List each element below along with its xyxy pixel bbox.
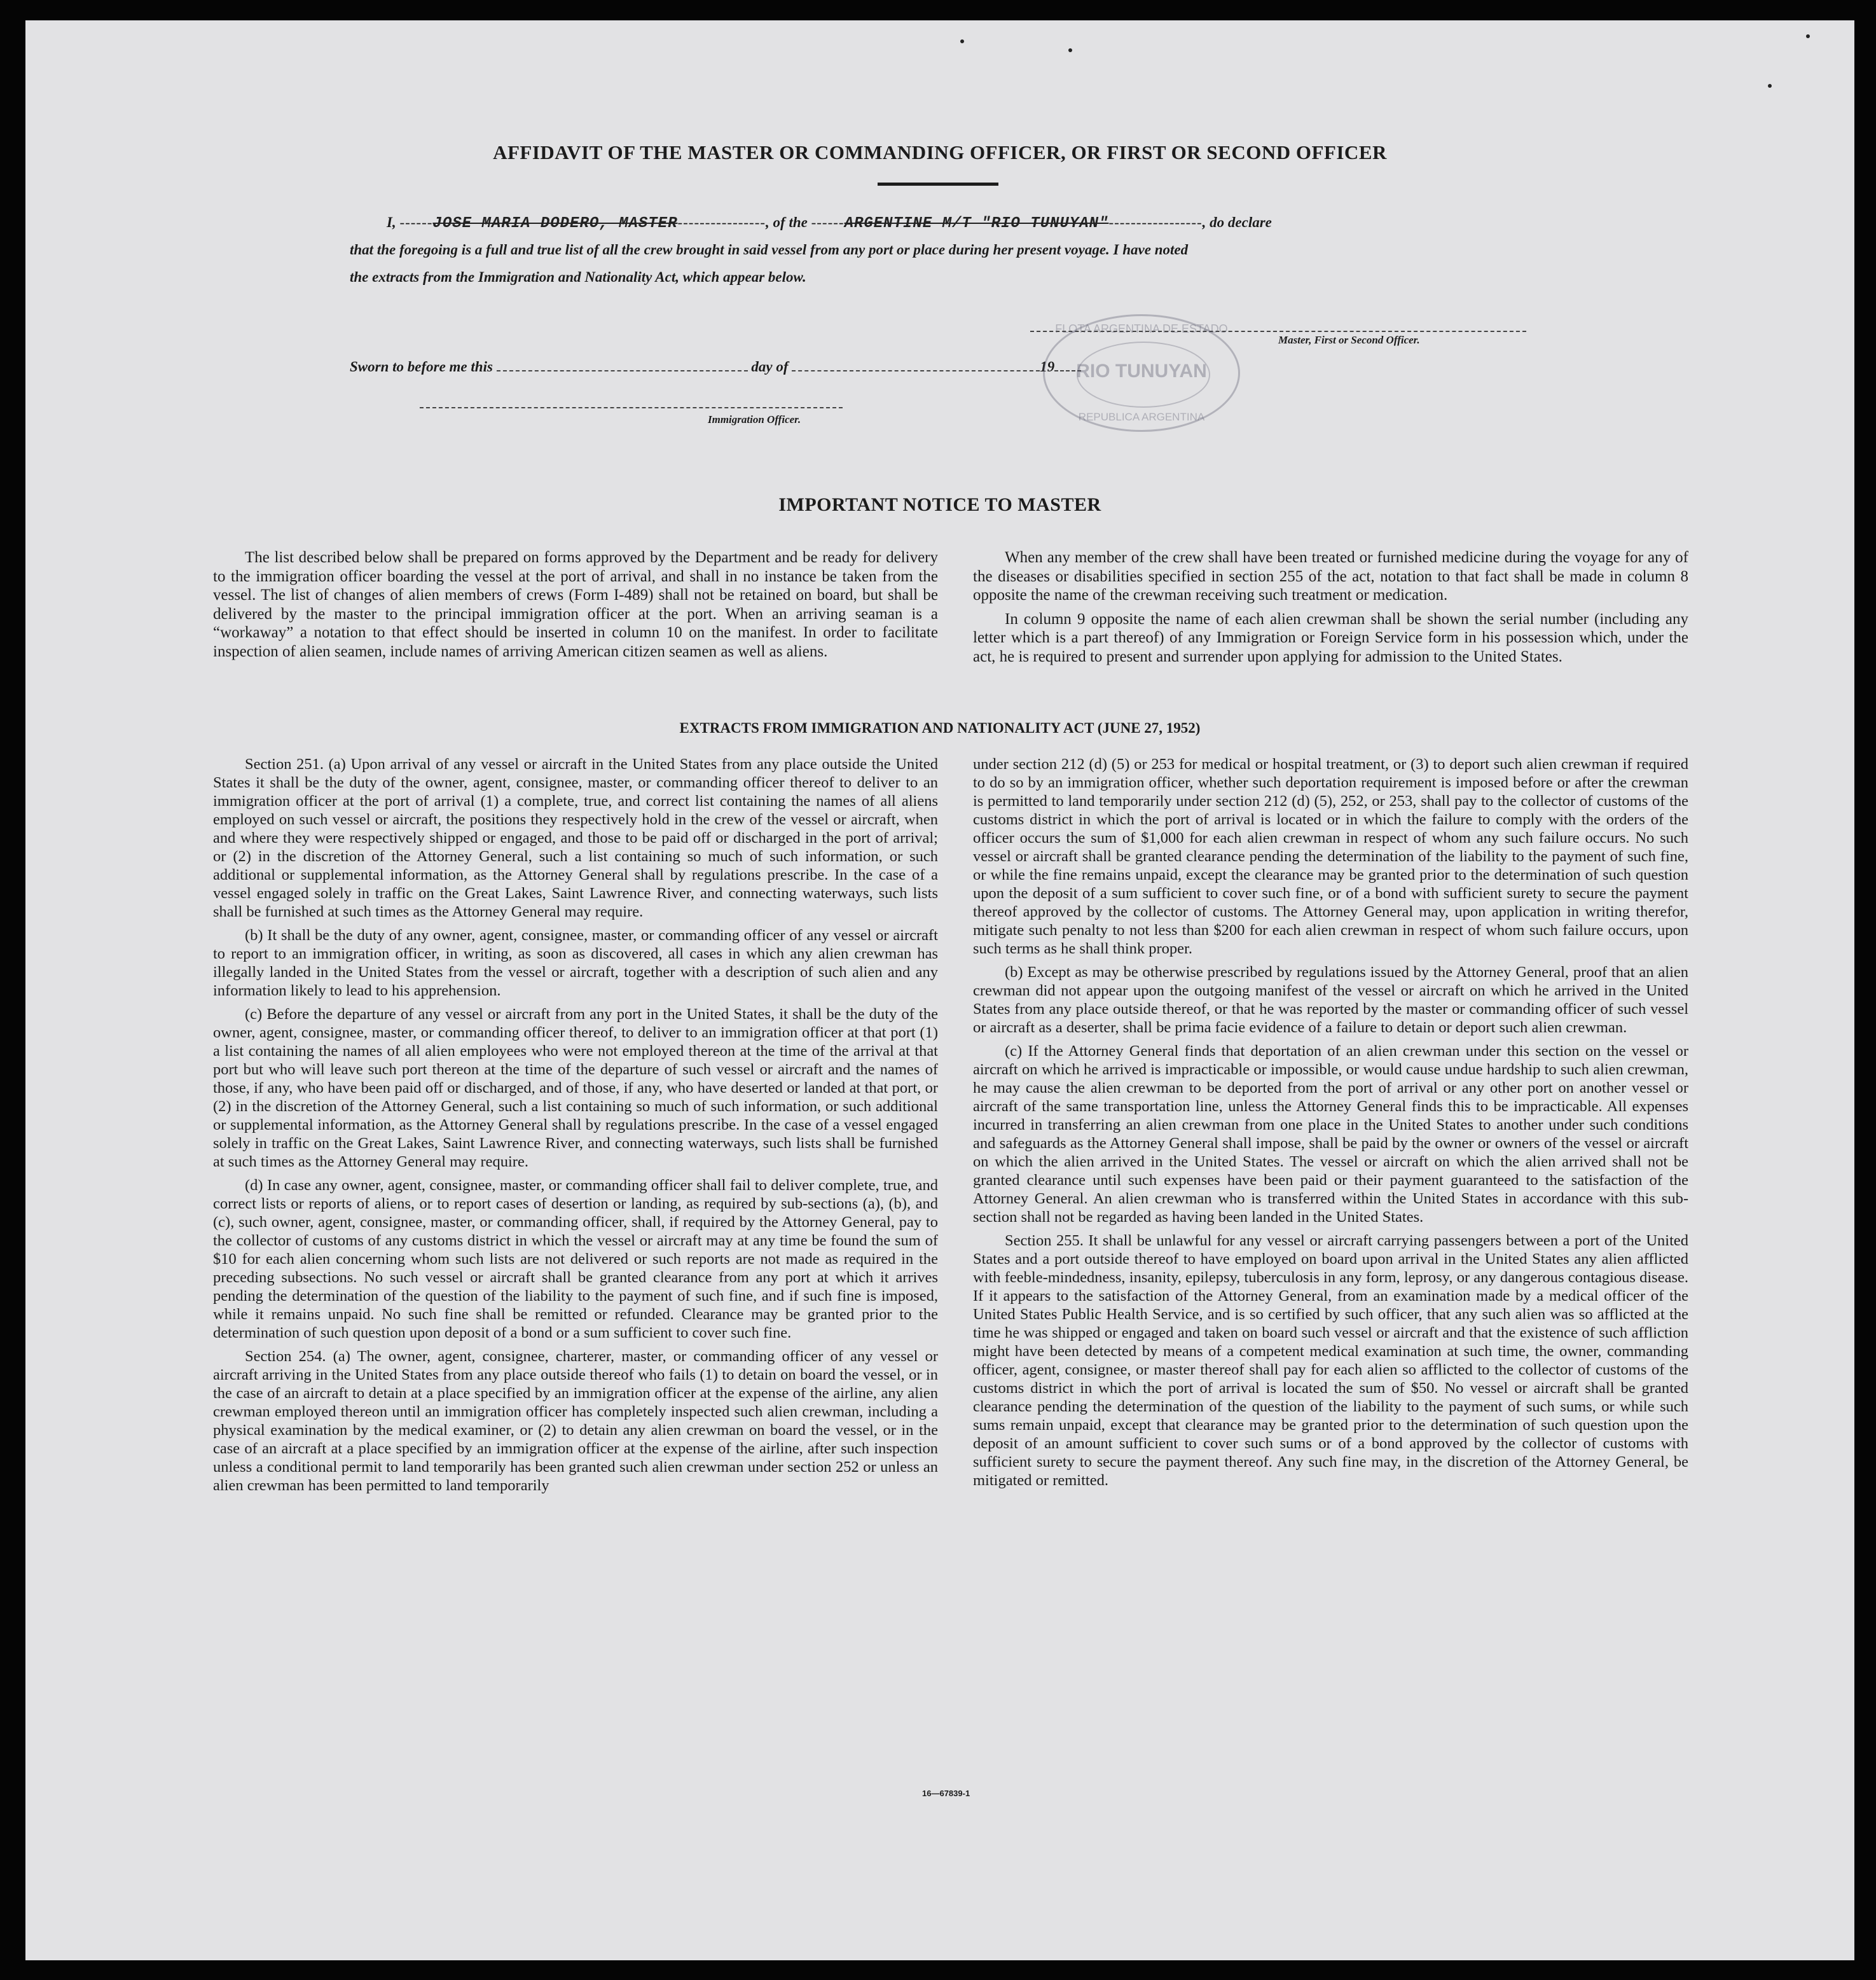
extract-paragraph: Section 251. (a) Upon arrival of any vessel or aircraft in the United States from any place outside the United States it shall be the duty of the owner, agent, consignee, master, or commanding officer thereof to deliver to an immigration officer at the port of arrival (1) a complete, true, and correct list containing the names of all aliens employed on such vessel or aircraft, the positions they respectively hold in the crew of the vessel or aircraft, when and where they were respectively shipped or engaged, and those to be paid off or discharged in the port of arrival; or (2) in the discretion of the Attorney General, such a list containing so much of such information, or such additional or supplemental information, as the Attorney General shall by regulations prescribe. In the case of a vessel engaged solely in traffic on the Great Lakes, Saint Lawrence River, and connecting waterways, such lists shall be furnished at such times as the Attorney General may require. [213,756,938,920]
speck [1768,84,1772,88]
notice-title: IMPORTANT NOTICE TO MASTER [778,494,1101,515]
notice-right-paragraph-2: In column 9 opposite the name of each alien crewman shall be shown the serial number (including any letter which is a part thereof) of any Immigration or Foreign Service form in his possession which, under the act, he is required to present and surrender upon applying for admission to the United States. [973,610,1688,665]
stamp-bottom-text: REPUBLICA ARGENTINA [1078,411,1205,423]
declaration-line [387,214,1272,232]
notice-left-column [213,548,938,666]
dash-fill: ------ [811,214,845,230]
sworn-day-blank [497,370,748,371]
extract-paragraph: (c) Before the departure of any vessel or aircraft from any port in the United States, it shall be the duty of the owner, agent, consignee, master, or commanding officer thereof, to deliver to an immigration officer at that port (1) a list containing the names of all alien employees who were not employed thereon at the time of the arrival at that port but who will leave such port thereon at the time of the departure of such vessel or aircraft and the names of those, if any, who have been paid off or discharged, and of those, if any, who have deserted or landed at that port, or (2) in the discretion of the Attorney General, such a list containing so much of such information, or such additional or supplemental information, as the Attorney General shall by regulations prescribe. In the case of a vessel engaged solely in traffic on the Great Lakes, Saint Lawrence River, and connecting waterways, such lists shall be furnished at such times as the Attorney General may require. [213,1006,938,1170]
notice-right-paragraph-1: When any member of the crew shall have been treated or furnished medicine during the voyage for any of the diseases or disabilities specified in section 255 of the act, notation to that fact shall be made in column 8 opposite the name of the crewman receiving such treatment or medication. [973,549,1688,604]
declaration-body-line2: the extracts from the Immigration and Nationality Act, which appear below. [350,269,806,285]
stamp-center-text: RIO TUNUYAN [1076,361,1207,382]
extract-paragraph: (c) If the Attorney General finds that deportation of an alien crewman under this section on the vessel or aircraft on which he arrived is impracticable or impossible, or would cause undue hardship to such alien crewman, he may cause the alien crewman to be deported from the port of arrival or any other port on another vessel or aircraft of the same transportation line, unless the Attorney General finds this to be impracticable. All expenses incurred in transferring an alien crewman from one place in the United States to another under such conditions and safeguards as the Attorney General shall impose, shall be paid by the owner or owners of the vessel or aircraft on which the alien arrived in the United States. The vessel or aircraft on which the alien arrived shall not be granted clearance until such expenses have been paid or their payment guaranteed to the satisfaction of the Attorney General. An alien crewman who is transferred within the United States in accordance with this sub-section shall not be regarded as having been landed in the United States. [973,1042,1688,1226]
stamp-top-text: FLOTA ARGENTINA DE ESTADO [1055,322,1228,335]
declaration-body-line1: that the foregoing is a full and true list of all the crew brought in said vessel from any port or place during her present voyage. I have noted [350,242,1189,258]
extract-paragraph: (b) Except as may be otherwise prescribed by regulations issued by the Attorney General, proof that an alien crewman did not appear upon the outgoing manifest of the vessel or aircraft on which he arrived in the United States from any place outside thereof, or that he was reported by the master or commanding officer of such vessel or aircraft as a deserter, shall be prima facie evidence of a failure to detain or deport such alien crewman. [973,964,1688,1036]
do-declare-label: , do declare [1202,214,1272,230]
affidavit-title: AFFIDAVIT OF THE MASTER OR COMMANDING OFFICER, OR FIRST OR SECOND OFFICER [493,141,1387,163]
notice-right-column [973,548,1688,671]
dash-fill: ---------------- [677,214,766,230]
notice-left-paragraph: The list described below shall be prepared on forms approved by the Department and be ready for delivery to the immigration officer boarding the vessel at the port of arrival, and shall in no instance be taken from the vessel. The list of changes of alien members of crews (Form I-489) shall not be retained on board, but shall be delivered by the master to the principal immigration officer at the port. When an arriving seaman is a “workaway” a notation to that effect should be inserted in column 10 on the manifest. In order to facilitate inspection of alien seamen, include names of arriving American citizen seamen as well as aliens. [213,549,938,660]
extracts-left-column [213,755,938,1500]
ship-seal-stamp [1043,314,1240,432]
of-the-label: , of the [766,214,808,230]
extract-paragraph: Section 255. It shall be unlawful for any vessel or aircraft carrying passengers between a port of the United States and a port outside thereof to have employed on board upon arrival in the United States any alien afflicted with feeble-mindedness, insanity, epilepsy, tuberculosis in any form, leprosy, or any dangerous contagious disease. If it appears to the satisfaction of the Attorney General, from an examination made by a medical officer of the United States Public Health Service, and is so certified by such officer, that any such alien was so afflicted at the time he was shipped or engaged and taken on board such vessel or aircraft and that the existence of such affliction might have been detected by means of a competent medical examination at such time, the owner, commanding officer, agent, consignee, or master thereof shall pay for each alien so afflicted to the collector of customs of the customs district in which the port of arrival is located the sum of $50. No vessel or aircraft shall be granted clearance pending the determination of the question of the liability to the payment of such sums, or while such sums remain unpaid, except that clearance may be granted prior to the determination of such question upon the deposit of an amount sufficient to cover such sums or of a bond approved by the collector of customs with sufficient surety to secure the payment thereof. Any such fine may, in the discretion of the Attorney General, be mitigated or remitted. [973,1232,1688,1489]
day-of-label: day of [751,359,789,375]
extracts-right-column [973,755,1688,1495]
dash-fill: ------ [399,214,433,230]
speck [960,39,964,43]
sworn-prefix: Sworn to before me this [350,359,493,375]
officer-signature-line [420,407,843,408]
extracts-title: EXTRACTS FROM IMMIGRATION AND NATIONALITY ACT (JUNE 27, 1952) [679,720,1201,736]
sworn-month-blank [792,370,1040,371]
declarant-name: JOSE MARIA DODERO, MASTER [432,215,678,232]
speck [1806,34,1810,38]
title-rule [878,183,998,186]
vessel-name: ARGENTINE M/T "RIO TUNUYAN" [844,215,1109,232]
extract-paragraph: under section 212 (d) (5) or 253 for medical or hospital treatment, or (3) to deport such alien crewman if required to do so by an immigration officer, whether such deportation requirement is imposed before or after the crewman is permitted to land temporarily under section 212 (d) (5), 252, or 253, shall pay to the collector of customs of the customs district in which the port of arrival is located or in which the failure to comply with the orders of the officer occurs the sum of $1,000 for each alien crewman in respect of whom any such failure occurs. No such vessel or aircraft shall be granted clearance pending the determination of the liability to the payment of such fine, or while the fine remains unpaid, except the clearance may be granted prior to the determination of such question upon the deposit of a sum sufficient to cover such fine, or of a bond with sufficient surety to secure the payment thereof approved by the collector of customs. The Attorney General may, upon application in writing therefor, mitigate such penalty to not less than $200 for each alien crewman in respect of whom such failure occurs, upon such terms as he shall think proper. [973,756,1688,957]
extract-paragraph: (b) It shall be the duty of any owner, agent, consignee, master, or commanding officer of any vessel or aircraft to report to an immigration officer, in writing, as soon as discovered, all cases in which any alien crewman has illegally landed in the United States from the vessel or aircraft, together with a description of such alien and any information likely to lead to his apprehension. [213,927,938,999]
form-number: 16—67839-1 [922,1789,970,1798]
officer-caption: Immigration Officer. [708,413,801,426]
dash-fill: ----------------- [1108,214,1203,230]
document-page [25,20,1854,1960]
master-caption: Master, First or Second Officer. [1278,334,1420,346]
sworn-line [350,359,1081,375]
extract-paragraph: (d) In case any owner, agent, consignee, master, or commanding officer shall fail to deliver complete, true, and correct lists or reports of aliens, or to report cases of desertion or landing, as required by sub-sections (a), (b), and (c), such owner, agent, consignee, master, or commanding officer, shall, if required by the Attorney General, pay to the collector of customs of any customs district in which the vessel or aircraft may at any time be found the sum of $10 for each alien concerning whom such lists are not delivered or such reports are not made as required in the preceding subsections. No such vessel or aircraft shall be granted clearance from any port at which it arrives pending the determination of the question of the liability to the payment of such fine, and if such fine is imposed, while it remains unpaid. No such fine shall be remitted or refunded. Clearance may be granted prior to the determination of such question upon deposit of a bond or a sum sufficient to cover such fine. [213,1177,938,1341]
year-prefix: 19 [1040,359,1055,375]
declarant-prefix: I, [387,214,396,230]
extract-paragraph: Section 254. (a) The owner, agent, consignee, charterer, master, or commanding officer of any vessel or aircraft arriving in the United States from any place outside thereof who fails (1) to detain on board the vessel, or in the case of an aircraft to detain at a place specified by an immigration officer at the expense of the airline, any alien crewman employed thereon until an immigration officer has completely inspected such alien crewman, including a physical examination by the medical examiner, or (2) to detain any alien crewman on board the vessel, or in the case of an aircraft at a place specified by an immigration officer at the expense of the airline, after such inspection unless a conditional permit to land temporarily has been granted such alien crewman under section 252 or unless an alien crewman has been permitted to land temporarily [213,1348,938,1494]
speck [1068,48,1072,52]
